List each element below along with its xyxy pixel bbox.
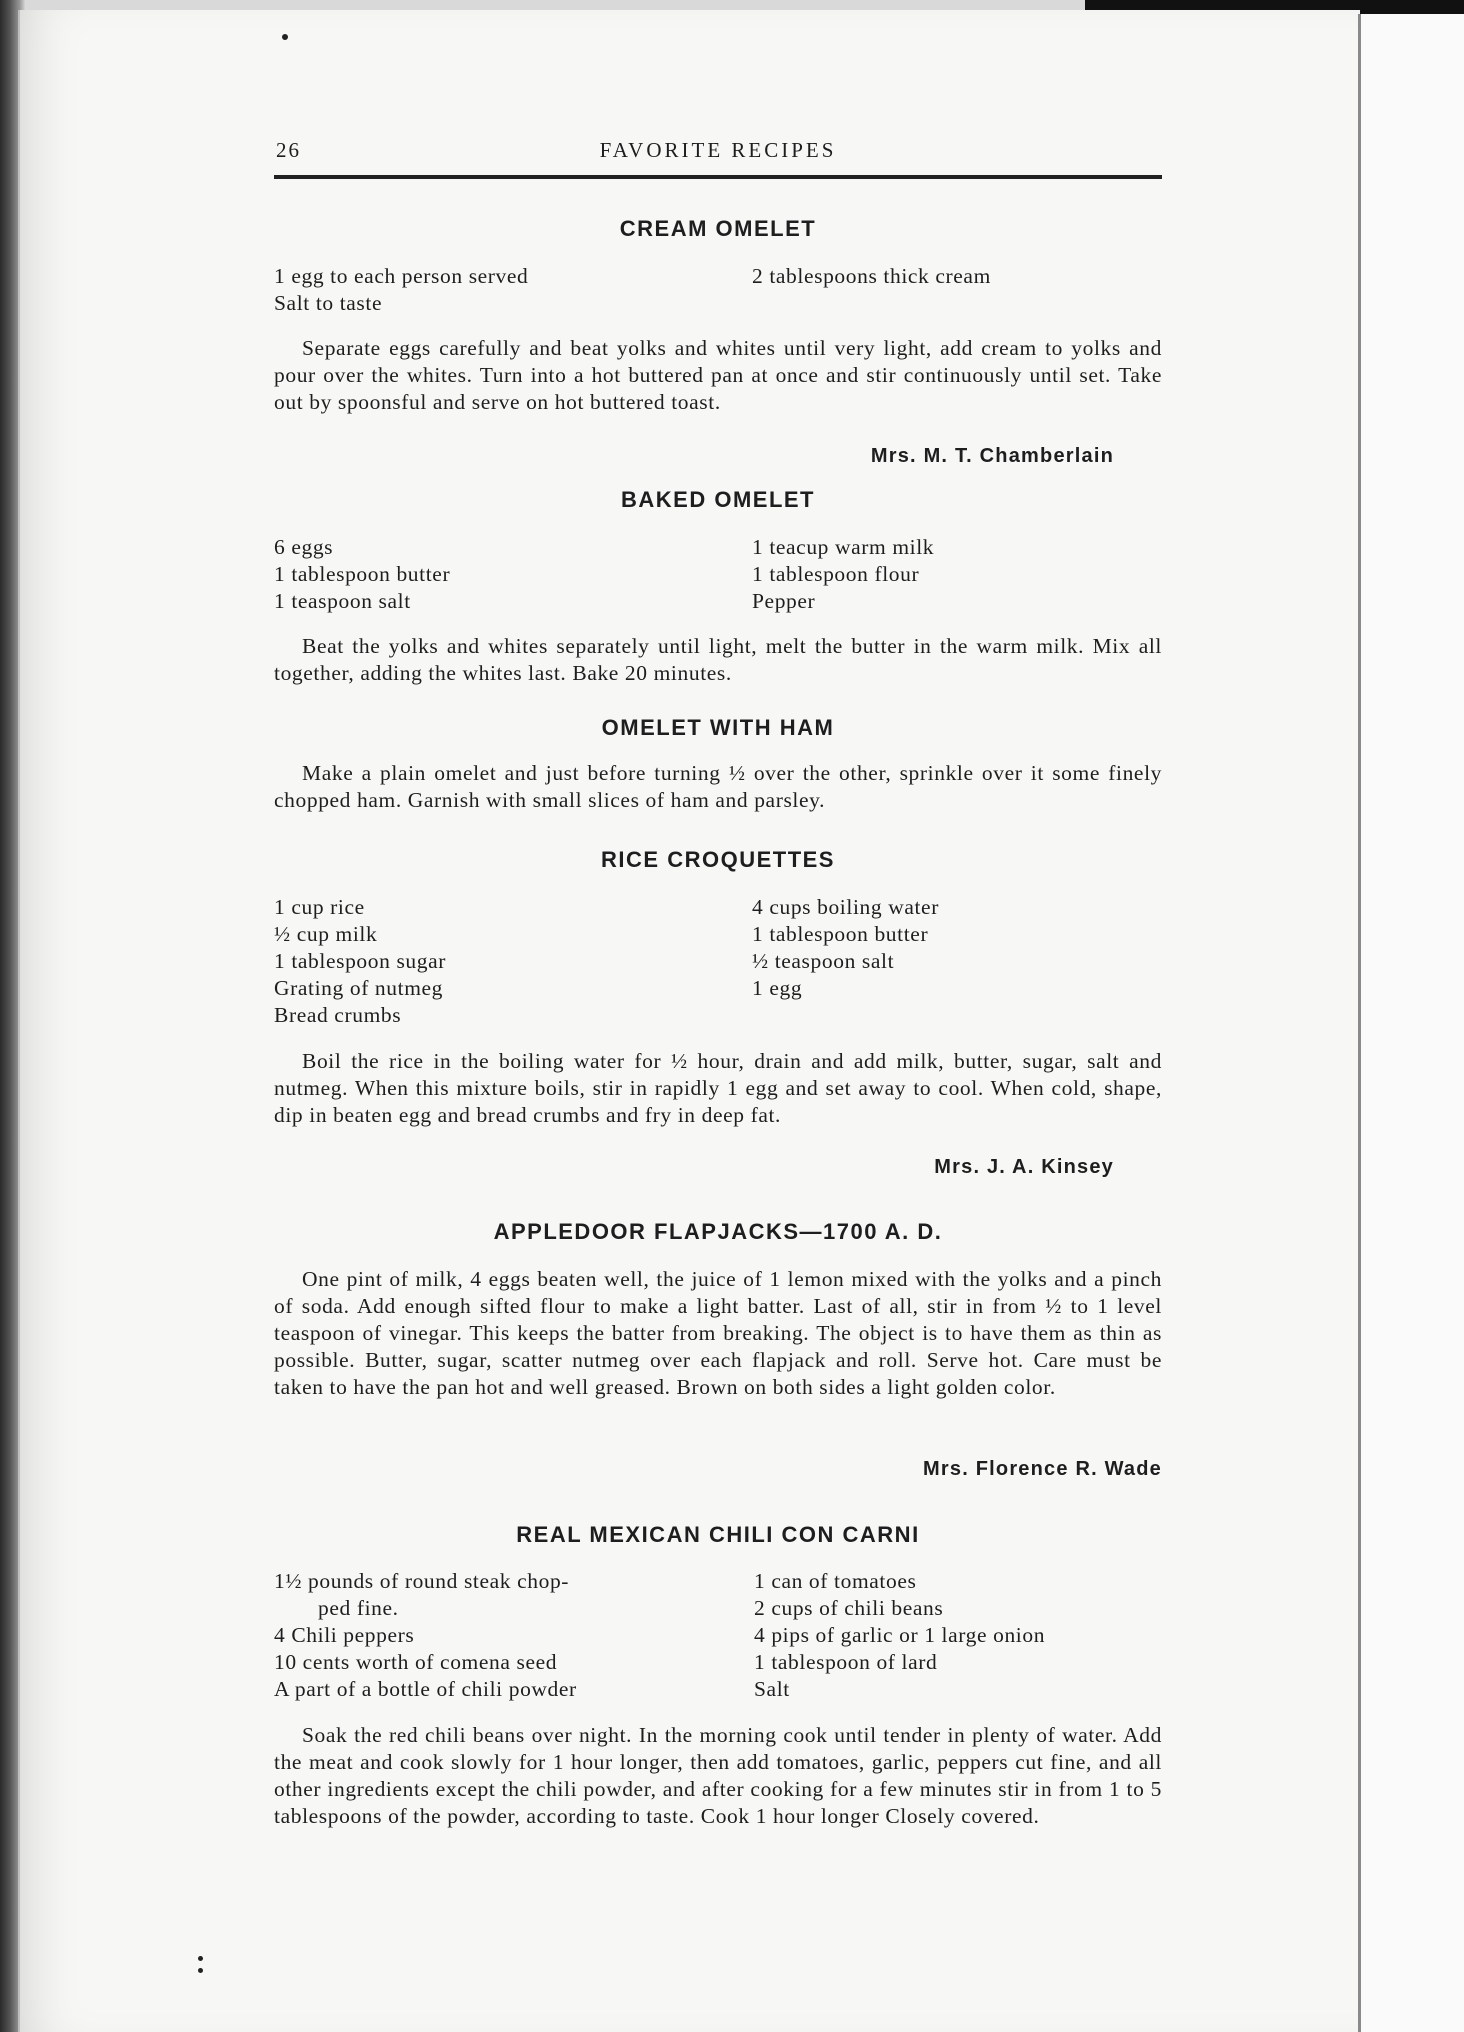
ingredient: 1 tablespoon butter [274, 562, 451, 586]
ingredient: Bread crumbs [274, 1003, 402, 1027]
ingredient: 1 tablespoon flour [752, 562, 920, 586]
ingredient: 4 pips of garlic or 1 large onion [754, 1623, 1046, 1647]
recipe-title: CREAM OMELET [619, 216, 817, 241]
ingredient: Pepper [752, 589, 816, 613]
ingredients-left [274, 1568, 577, 1703]
ingredients-left [274, 263, 528, 317]
ingredient: Salt [754, 1677, 790, 1701]
ingredient: 1½ pounds of round steak chop- [274, 1569, 570, 1593]
directions: Separate eggs carefully and beat yolks and whites until very light, add cream to yolks and pour over the whites. Turn into a hot buttered pan at once and stir continuously until set. Take out by spoonsful and serve on hot buttered toast. [274, 336, 1162, 414]
contributor: Mrs. M. T. Chamberlain [870, 445, 1114, 467]
ingredient: 2 tablespoons thick cream [752, 264, 991, 288]
contributor: Mrs. Florence R. Wade [923, 1458, 1162, 1480]
ingredient: ped fine. [318, 1596, 399, 1620]
recipe-title: RICE CROQUETTES [601, 847, 835, 872]
directions: Soak the red chili beans over night. In the morning cook until tender in plenty of water. Add the meat and cook slowly for 1 hour longer, then add tomatoes, garlic, peppers cut fine, and all other ingredients except the chili powder, and after cooking for a few minutes stir in from 1 to 5 tablespoons of the powder, according to taste. Cook 1 hour longer Closely covered. [274, 1723, 1162, 1828]
recipe-title: BAKED OMELET [621, 487, 815, 512]
recipe-title: APPLEDOOR FLAPJACKS—1700 A. D. [493, 1219, 943, 1244]
recipe-title: OMELET WITH HAM [601, 715, 835, 740]
ingredient: 1 teacup warm milk [752, 535, 935, 559]
ingredients-left [274, 894, 446, 1029]
ingredient: 4 cups boiling water [752, 895, 939, 919]
ingredient: ½ cup milk [274, 922, 378, 946]
scan-speck [198, 1956, 203, 1961]
ingredient: Grating of nutmeg [274, 976, 444, 1000]
ingredient: 1 egg [752, 976, 803, 1000]
directions: Make a plain omelet and just before turning ½ over the other, sprinkle over it some finely chopped ham. Garnish with small slices of ham and parsley. [274, 761, 1162, 812]
facing-page-edge [1358, 14, 1464, 2032]
ingredient: A part of a bottle of chili powder [274, 1677, 577, 1701]
ingredient: 1 egg to each person served [274, 264, 529, 288]
ingredients-right [752, 534, 934, 615]
directions: Beat the yolks and whites separately until light, melt the butter in the warm milk. Mix all together, adding the whites last. Bake 20 minutes. [274, 634, 1162, 685]
header-rule [274, 175, 1162, 179]
ingredient: 4 Chili peppers [274, 1623, 415, 1647]
ingredient: 1 tablespoon of lard [754, 1650, 938, 1674]
book-title: FAVORITE RECIPES [599, 138, 837, 162]
recipe-title: REAL MEXICAN CHILI CON CARNI [516, 1522, 920, 1547]
ingredient: Salt to taste [274, 291, 383, 315]
running-head [274, 138, 1162, 166]
ingredients-right [754, 1568, 1045, 1703]
ingredient: ½ teaspoon salt [752, 949, 895, 973]
ingredient: 1 teaspoon salt [274, 589, 411, 613]
ingredient: 2 cups of chili beans [754, 1596, 944, 1620]
ingredients-left [274, 534, 450, 615]
scan-speck [282, 34, 288, 40]
directions: One pint of milk, 4 eggs beaten well, the juice of 1 lemon mixed with the yolks and a pinch of soda. Add enough sifted flour to make a light batter. Last of all, stir in from ½ to 1 level teaspoon of vinegar. This keeps the batter from breaking. The object is to have them as thin as possible. Butter, sugar, scatter nutmeg over each flapjack and roll. Serve hot. Care must be taken to have the pan hot and well greased. Brown on both sides a light golden color. [274, 1267, 1162, 1399]
ingredient: 1 tablespoon butter [752, 922, 929, 946]
ingredients-right [752, 894, 939, 1002]
scan-speck [198, 1968, 203, 1973]
ingredient: 1 cup rice [274, 895, 365, 919]
contributor: Mrs. J. A. Kinsey [934, 1156, 1114, 1178]
page-number: 26 [276, 138, 301, 162]
ingredient: 6 eggs [274, 535, 334, 559]
ingredient: 1 can of tomatoes [754, 1569, 917, 1593]
ingredients-right [752, 263, 991, 290]
ingredient: 1 tablespoon sugar [274, 949, 447, 973]
ingredient: 10 cents worth of comena seed [274, 1650, 558, 1674]
directions: Boil the rice in the boiling water for ½ hour, drain and add milk, butter, sugar, salt and nutmeg. When this mixture boils, stir in rapidly 1 egg and set away to cool. When cold, shape, dip in beaten egg and bread crumbs and fry in deep fat. [274, 1049, 1162, 1127]
